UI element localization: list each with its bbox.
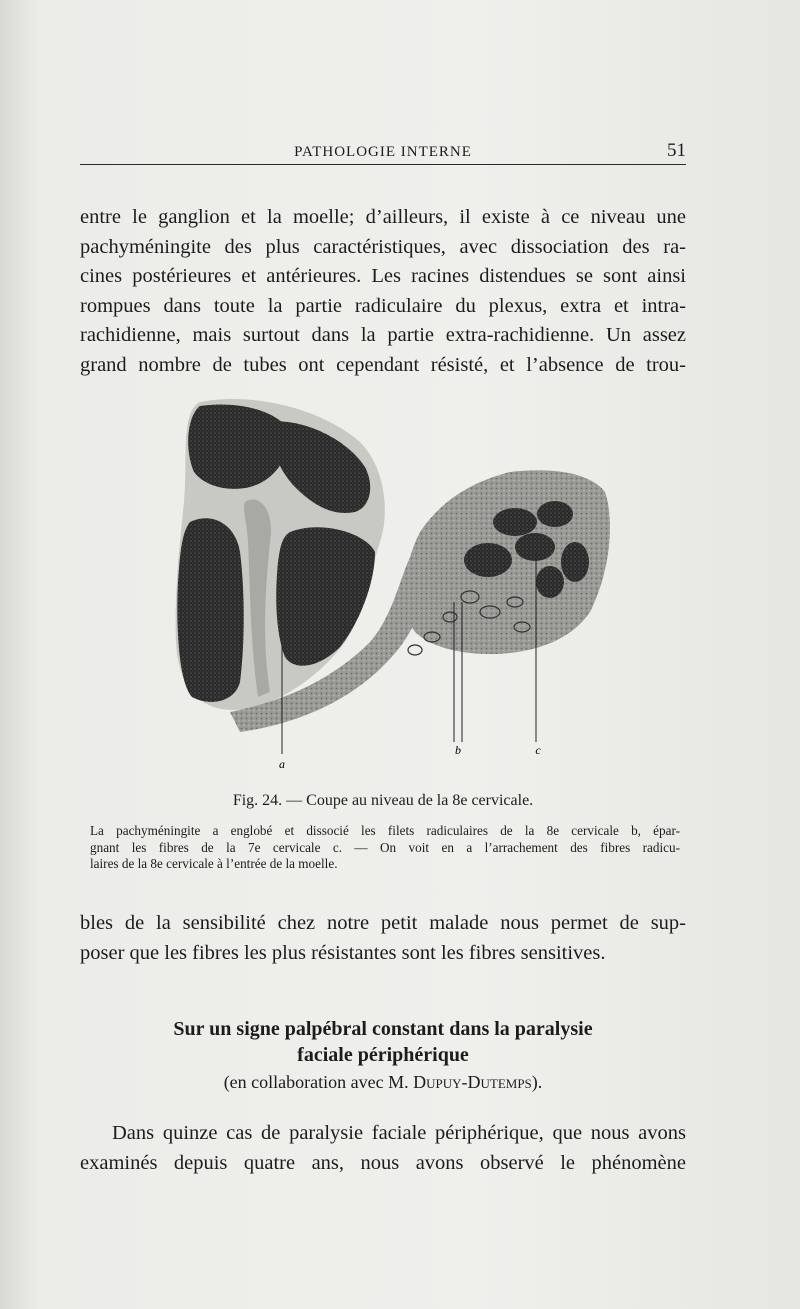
figure-caption [90, 823, 680, 873]
text-line: cines postérieures et antérieures. Les racines distendues se sont ainsi [80, 265, 686, 287]
running-head: PATHOLOGIE INTERNE [294, 144, 472, 160]
paragraph-3 [80, 1119, 686, 1178]
text-line: rachidienne, mais surtout dans la partie extra-rachidienne. Un assez [80, 324, 686, 346]
text-line: rompues dans toute la partie radiculaire du plexus, extra et intra- [80, 294, 686, 317]
text-line: examinés depuis quatre ans, nous avons observé le phénomène [80, 1151, 686, 1174]
section-heading-line: Sur un signe palpébral constant dans la paralysie [173, 1018, 593, 1040]
text-line: Dans quinze cas de paralysie faciale périphérique, que nous avons [112, 1122, 686, 1144]
plexus-section [405, 470, 610, 655]
figure-label-b: b [455, 743, 461, 757]
subtitle-prefix: (en collaboration avec M. [223, 1072, 414, 1092]
text-line: grand nombre de tubes ont cependant résisté, et l’absence de trou- [80, 353, 686, 376]
coauthor-name: Dupuy-Dutemps [413, 1072, 532, 1092]
section-subtitle [80, 1072, 686, 1093]
text-line: bles de la sensibilité chez notre petit malade nous permet de sup- [80, 912, 686, 934]
section-heading [80, 1016, 686, 1068]
figure-label-c: c [535, 743, 541, 757]
paragraph-2 [80, 909, 686, 968]
figure-label-a: a [279, 757, 285, 771]
figure-caption-title: Fig. 24. — Coupe au niveau de la 8e cervicale. [232, 792, 534, 809]
text-line: entre le ganglion et la moelle; d’ailleurs, il existe à ce niveau une [80, 206, 686, 228]
spinal-cord-section-illustration [170, 392, 620, 772]
caption-line: La pachyméningite a englobé et dissocié les filets radiculaires de la 8e cervicale b, épar- [90, 823, 680, 838]
caption-line: gnant les fibres de la 7e cervicale c. — On voit en a l’arrachement des fibres radicu- [90, 839, 680, 855]
text-line: poser que les fibres les plus résistantes sont les fibres sensitives. [80, 941, 606, 964]
page-number: 51 [667, 140, 686, 161]
text-line: pachyméningite des plus caractéristiques, avec dissociation des ra- [80, 235, 686, 258]
page-header [80, 136, 686, 165]
paragraph-1 [80, 203, 686, 380]
caption-line: laires de la 8e cervicale à l’entrée de la moelle. [90, 856, 338, 871]
subtitle-suffix: ). [531, 1072, 543, 1092]
section-heading-line: faciale périphérique [297, 1044, 469, 1066]
